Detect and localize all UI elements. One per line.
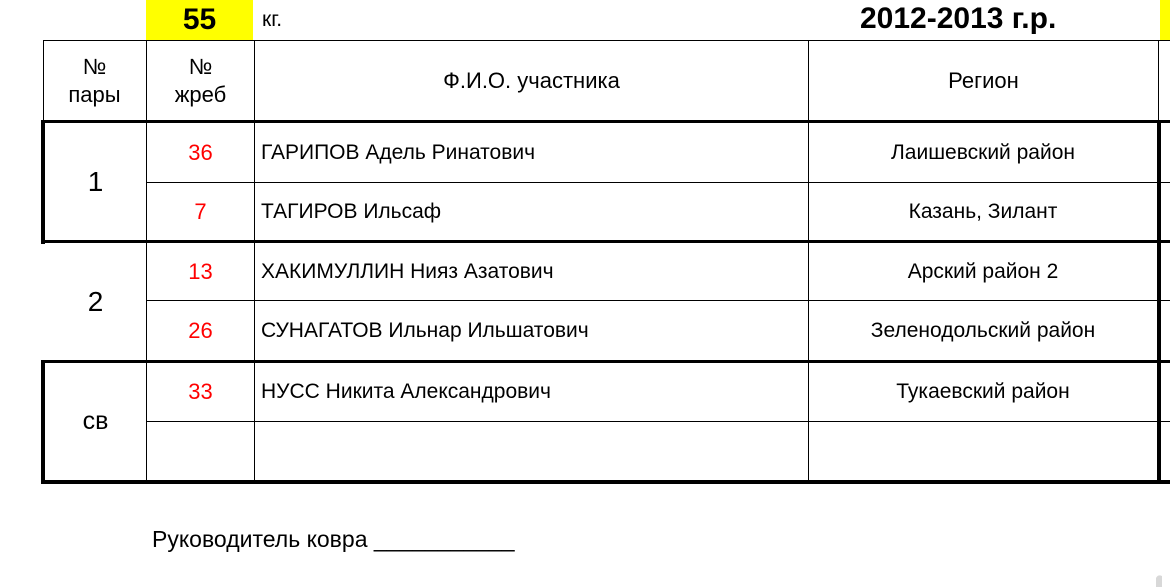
table-right-border <box>1157 120 1161 484</box>
draw-number: 36 <box>188 139 213 165</box>
column-header-pair-number: № пары <box>68 53 121 107</box>
table-bottom-border <box>43 480 1170 484</box>
participant-region: Зеленодольский район <box>870 318 1096 342</box>
column-divider <box>1158 40 1159 122</box>
column-header-participant-name: Ф.И.О. участника <box>443 67 620 93</box>
participant-name: ТАГИРОВ Ильсаф <box>261 199 442 223</box>
mat-supervisor-signature-line: Руководитель ковра ___________ <box>152 526 515 552</box>
weight-unit-label: кг. <box>262 8 283 31</box>
draw-number: 7 <box>194 198 207 224</box>
participant-name: ГАРИПОВ Адель Ринатович <box>261 140 536 164</box>
participant-region-empty <box>809 422 1157 480</box>
column-header-region: Регион <box>948 67 1019 93</box>
participant-name-empty <box>255 422 808 480</box>
column-header-draw-number: № жреб <box>174 53 227 107</box>
participant-region: Казань, Зилант <box>908 199 1058 223</box>
weight-category-value: 55 <box>146 0 253 40</box>
birth-years-label: 2012-2013 г.р. <box>860 2 1057 35</box>
draw-number: 13 <box>188 258 213 284</box>
pair-number: 1 <box>87 165 104 197</box>
pair-number: св <box>82 407 109 435</box>
corner-mark-icon <box>1150 570 1170 587</box>
draw-number: 26 <box>188 317 213 343</box>
pair-number: 2 <box>87 285 104 317</box>
draw-number: 33 <box>188 379 213 404</box>
participant-region: Арский район 2 <box>907 259 1059 283</box>
participant-name: НУСС Никита Александрович <box>261 380 551 403</box>
participant-name: СУНАГАТОВ Ильнар Ильшатович <box>261 318 589 342</box>
draw-number-empty <box>147 422 254 480</box>
highlight-edge <box>1160 0 1170 40</box>
participant-region: Тукаевский район <box>896 380 1070 403</box>
participant-name: ХАКИМУЛЛИН Нияз Азатович <box>261 259 554 283</box>
participant-region: Лаишевский район <box>891 140 1075 164</box>
